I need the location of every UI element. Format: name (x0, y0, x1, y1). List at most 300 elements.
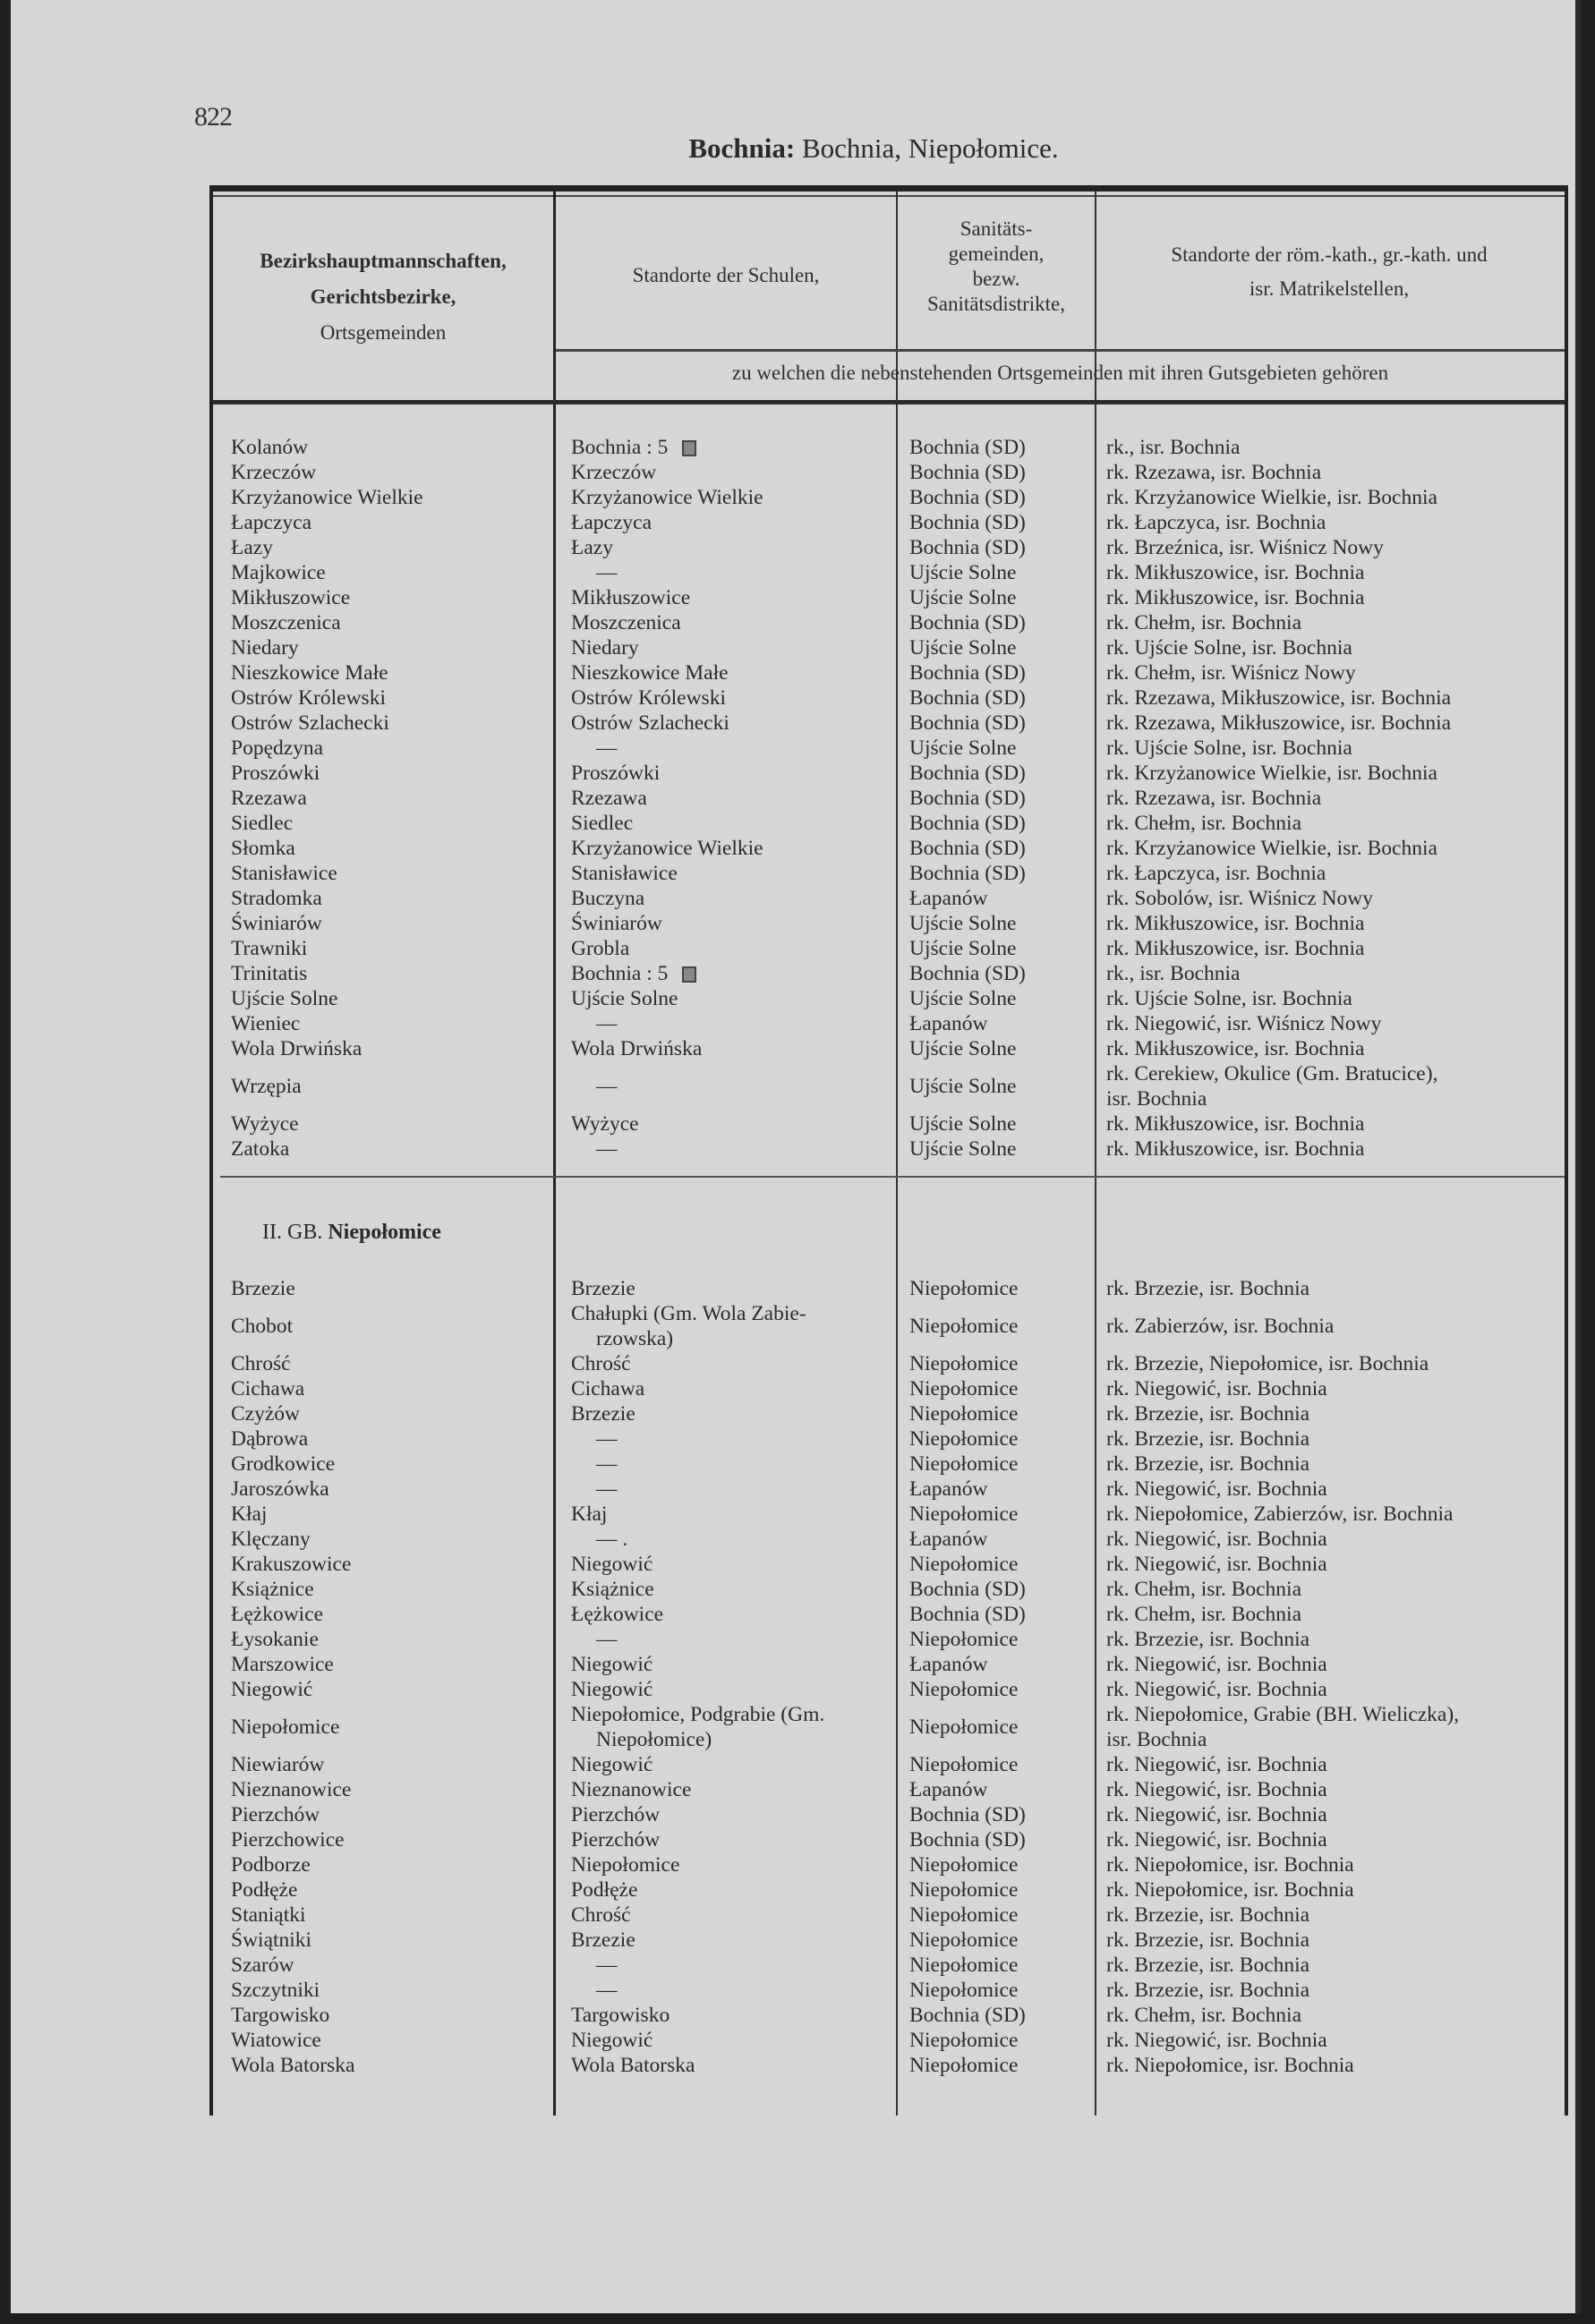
cell-sanitaet: Bochnia (SD) (909, 1828, 1026, 1852)
cell-matrikel: rk. Brzezie, isr. Bochnia (1106, 1402, 1310, 1426)
cell-schule: — (596, 1137, 618, 1161)
table-row (213, 1351, 1565, 1376)
cell-ortsgemeinde: Targowisko (231, 2004, 330, 2027)
cell-schule: — (596, 1477, 618, 1501)
cell-schule: — (596, 1075, 618, 1098)
cell-schule-line: rzowska) (596, 1327, 674, 1350)
cell-schule: Krzeczów (571, 461, 657, 484)
cell-ortsgemeinde: Nieznanowice (231, 1778, 352, 1801)
table-row (213, 2028, 1565, 2053)
table-row (213, 1602, 1565, 1627)
table-row (213, 836, 1565, 861)
cell-schule-line: Niepołomice, Podgrabie (Gm. (571, 1703, 825, 1726)
table-row (213, 460, 1565, 485)
cell-sanitaet: Bochnia (SD) (909, 837, 1026, 860)
cell-sanitaet: Niepołomice (909, 1427, 1019, 1451)
cell-matrikel: rk. Niegowić, isr. Bochnia (1106, 1828, 1327, 1852)
cell-matrikel: rk. Mikłuszowice, isr. Bochnia (1106, 586, 1365, 609)
cell-ortsgemeinde: Krzeczów (231, 461, 317, 484)
cell-ortsgemeinde: Wola Drwińska (231, 1037, 362, 1060)
cell-schule: Pierzchów (571, 1803, 661, 1826)
cell-matrikel: rk. Ujście Solne, isr. Bochnia (1106, 636, 1352, 660)
cell-sanitaet: Bochnia (SD) (909, 461, 1026, 484)
cell-matrikel (1106, 1702, 1459, 1752)
cell-ortsgemeinde: Niewiarów (231, 1753, 325, 1776)
cell-matrikel: rk. Niegowić, isr. Bochnia (1106, 1753, 1327, 1776)
cell-schule: Bochnia : 5 (571, 962, 669, 985)
section-title (262, 1221, 441, 1245)
cell-matrikel: rk., isr. Bochnia (1106, 436, 1241, 459)
cell-matrikel: rk. Niegowić, isr. Bochnia (1106, 1528, 1327, 1551)
cell-sanitaet: Bochnia (SD) (909, 812, 1026, 835)
cell-sanitaet: Bochnia (SD) (909, 611, 1026, 634)
cell-schule: Łazy (571, 536, 613, 559)
header-line: bezw. (972, 268, 1020, 290)
cell-matrikel: rk. Niegowić, isr. Bochnia (1106, 1678, 1327, 1701)
cell-matrikel-line: rk. Niepołomice, Grabie (BH. Wieliczka), (1106, 1703, 1460, 1726)
header-divider (556, 349, 1565, 352)
header-line: Bezirkshauptmannschaften, (260, 250, 507, 272)
page-number: 822 (194, 102, 232, 132)
cell-schule: — (596, 1954, 618, 1977)
cell-sanitaet: Niepołomice (909, 1678, 1019, 1701)
cell-ortsgemeinde: Świniarów (231, 912, 322, 935)
cell-sanitaet: Bochnia (SD) (909, 762, 1026, 785)
cell-ortsgemeinde: Stanisławice (231, 862, 337, 885)
section-bochnia (213, 435, 1565, 1162)
cell-schule: Niepołomice (571, 1853, 680, 1877)
cell-schule: Krzyżanowice Wielkie (571, 486, 763, 509)
cell-schule: Wola Batorska (571, 2054, 695, 2077)
cell-sanitaet: Bochnia (SD) (909, 962, 1026, 985)
cell-matrikel: rk. Niegowić, isr. Wiśnicz Nowy (1106, 1012, 1382, 1035)
cell-matrikel: rk. Mikłuszowice, isr. Bochnia (1106, 1112, 1365, 1136)
cell-ortsgemeinde: Stradomka (231, 887, 322, 910)
cell-ortsgemeinde: Świątniki (231, 1928, 312, 1952)
cell-schule: Stanisławice (571, 862, 678, 885)
cell-matrikel: rk. Krzyżanowice Wielkie, isr. Bochnia (1106, 837, 1437, 860)
cell-ortsgemeinde: Krzyżanowice Wielkie (231, 486, 423, 509)
cell-schule: Niegowić (571, 1678, 653, 1701)
cell-schule: — (596, 736, 618, 760)
cell-ortsgemeinde: Krakuszowice (231, 1553, 352, 1576)
cell-schule: Moszczenica (571, 611, 681, 634)
table-row (213, 961, 1565, 986)
cell-schule: Buczyna (571, 887, 645, 910)
cell-ortsgemeinde: Słomka (231, 837, 295, 860)
cell-matrikel: rk. Łapczyca, isr. Bochnia (1106, 511, 1326, 534)
table-row (213, 1527, 1565, 1552)
cell-schule-line: Chałupki (Gm. Wola Zabie- (571, 1302, 806, 1325)
cell-sanitaet: Łapanów (909, 1653, 988, 1676)
table-row (213, 1552, 1565, 1577)
cell-ortsgemeinde: Kolanów (231, 436, 309, 459)
cell-sanitaet: Bochnia (SD) (909, 436, 1026, 459)
header-col-schulen: Standorte der Schulen, (632, 264, 820, 286)
cell-matrikel: rk. Mikłuszowice, isr. Bochnia (1106, 1137, 1365, 1161)
cell-sanitaet: Ujście Solne (909, 937, 1017, 960)
cell-ortsgemeinde: Staniątki (231, 1903, 306, 1927)
header-line: gemeinden, (948, 243, 1045, 265)
cell-schule: Krzyżanowice Wielkie (571, 837, 763, 860)
cell-sanitaet: Niepołomice (909, 1715, 1019, 1739)
header-line: Gerichtsbezirke, (310, 285, 456, 308)
school-building-icon (682, 440, 696, 456)
table-row (213, 485, 1565, 510)
cell-matrikel: rk. Rzezawa, Mikłuszowice, isr. Bochnia (1106, 686, 1452, 710)
cell-ortsgemeinde: Szarów (231, 1954, 294, 1977)
cell-matrikel: rk. Brzezie, isr. Bochnia (1106, 1954, 1310, 1977)
cell-sanitaet: Ujście Solne (909, 987, 1017, 1010)
table-row (213, 1276, 1565, 1301)
cell-schule: — (596, 1012, 618, 1035)
cell-ortsgemeinde: Proszówki (231, 762, 320, 785)
cell-ortsgemeinde: Nieszkowice Małe (231, 661, 388, 685)
page-title-courts: Bochnia, Niepołomice. (795, 132, 1059, 164)
cell-sanitaet: Łapanów (909, 1012, 988, 1035)
cell-matrikel: rk. Rzezawa, Mikłuszowice, isr. Bochnia (1106, 711, 1452, 735)
cell-sanitaet: Ujście Solne (909, 1112, 1017, 1136)
table-row (213, 1301, 1565, 1351)
cell-ortsgemeinde: Ostrów Królewski (231, 686, 386, 710)
header-subtitle: zu welchen die nebenstehenden Ortsgemeinden mit ihren Gutsgebieten gehören (731, 362, 1389, 384)
cell-matrikel: rk. Krzyżanowice Wielkie, isr. Bochnia (1106, 762, 1437, 785)
cell-schule: Nieznanowice (571, 1778, 692, 1801)
gazetteer-table (209, 185, 1568, 2115)
cell-sanitaet: Ujście Solne (909, 736, 1017, 760)
cell-sanitaet: Niepołomice (909, 2054, 1019, 2077)
cell-ortsgemeinde: Ujście Solne (231, 987, 338, 1010)
cell-ortsgemeinde: Marszowice (231, 1653, 334, 1676)
table-row (213, 685, 1565, 711)
table-row (213, 1702, 1565, 1752)
cell-ortsgemeinde: Wieniec (231, 1012, 301, 1035)
cell-sanitaet: Niepołomice (909, 1402, 1019, 1426)
cell-ortsgemeinde: Podłęże (231, 1878, 298, 1902)
table-row (213, 811, 1565, 836)
cell-ortsgemeinde: Siedlec (231, 812, 294, 835)
cell-schule: Podłęże (571, 1878, 638, 1902)
cell-sanitaet: Niepołomice (909, 1753, 1019, 1776)
table-row (213, 1477, 1565, 1502)
cell-matrikel: rk. Niepołomice, isr. Bochnia (1106, 1853, 1354, 1877)
cell-sanitaet: Łapanów (909, 1477, 988, 1501)
cell-schule: — (596, 1628, 618, 1651)
table-row (213, 1877, 1565, 1903)
table-row (213, 635, 1565, 660)
cell-schule: Brzezie (571, 1277, 635, 1300)
cell-schule: Brzezie (571, 1402, 635, 1426)
header-line: Standorte der röm.-kath., gr.-kath. und (1171, 243, 1488, 266)
cell-matrikel: rk. Niegowić, isr. Bochnia (1106, 2029, 1327, 2052)
cell-schule: Łężkowice (571, 1603, 664, 1626)
table-row (213, 660, 1565, 685)
cell-schule: Siedlec (571, 812, 634, 835)
table-row (213, 1011, 1565, 1036)
table-row (213, 886, 1565, 911)
cell-schule: Grobla (571, 937, 630, 960)
cell-matrikel: rk. Mikłuszowice, isr. Bochnia (1106, 1037, 1365, 1060)
cell-ortsgemeinde: Czyżów (231, 1402, 301, 1426)
cell-schule: Proszówki (571, 762, 661, 785)
table-row (213, 1136, 1565, 1162)
cell-sanitaet: Ujście Solne (909, 1037, 1017, 1060)
cell-schule: Wola Drwińska (571, 1037, 703, 1060)
table-row (213, 1401, 1565, 1426)
cell-sanitaet: Ujście Solne (909, 1137, 1017, 1161)
cell-sanitaet: Bochnia (SD) (909, 2004, 1026, 2027)
table-row (213, 911, 1565, 936)
cell-schule: — (596, 1452, 618, 1476)
cell-ortsgemeinde: Chrość (231, 1352, 291, 1375)
cell-matrikel: rk. Niepołomice, isr. Bochnia (1106, 1878, 1354, 1902)
cell-ortsgemeinde: Majkowice (231, 561, 326, 584)
cell-schule: Rzezawa (571, 787, 647, 810)
cell-sanitaet: Ujście Solne (909, 586, 1017, 609)
cell-sanitaet: Bochnia (SD) (909, 711, 1026, 735)
table-row (213, 736, 1565, 761)
table-row (213, 861, 1565, 886)
cell-schule: Chrość (571, 1352, 631, 1375)
cell-schule: Niegowić (571, 1753, 653, 1776)
cell-ortsgemeinde: Wyżyce (231, 1112, 299, 1136)
cell-matrikel: rk. Łapczyca, isr. Bochnia (1106, 862, 1326, 885)
cell-schule: — . (596, 1528, 628, 1551)
cell-sanitaet: Bochnia (SD) (909, 486, 1026, 509)
cell-sanitaet: Niepołomice (909, 1878, 1019, 1902)
cell-matrikel-line: rk. Cerekiew, Okulice (Gm. Bratucice), (1106, 1062, 1438, 1085)
cell-ortsgemeinde: Pierzchowice (231, 1828, 345, 1852)
cell-matrikel: rk. Krzyżanowice Wielkie, isr. Bochnia (1106, 486, 1437, 509)
table-row (213, 1577, 1565, 1602)
header-col-matrikel (1096, 238, 1562, 306)
cell-matrikel: rk. Chełm, isr. Wiśnicz Nowy (1106, 661, 1356, 685)
table-row (213, 1451, 1565, 1477)
cell-ortsgemeinde: Klęczany (231, 1528, 311, 1551)
table-row (213, 535, 1565, 560)
cell-sanitaet: Ujście Solne (909, 636, 1017, 660)
cell-sanitaet: Łapanów (909, 1528, 988, 1551)
cell-sanitaet: Niepołomice (909, 1979, 1019, 2002)
cell-ortsgemeinde: Mikłuszowice (231, 586, 351, 609)
cell-matrikel: rk. Mikłuszowice, isr. Bochnia (1106, 937, 1365, 960)
cell-schule: Chrość (571, 1903, 631, 1927)
cell-sanitaet: Bochnia (SD) (909, 511, 1026, 534)
cell-matrikel: rk. Brzezie, isr. Bochnia (1106, 1277, 1310, 1300)
cell-sanitaet: Niepołomice (909, 1277, 1019, 1300)
table-row (213, 560, 1565, 585)
cell-sanitaet: Bochnia (SD) (909, 686, 1026, 710)
header-col-gemeinden (213, 243, 553, 351)
cell-ortsgemeinde: Chobot (231, 1315, 294, 1338)
table-row (213, 1777, 1565, 1802)
cell-ortsgemeinde: Jaroszówka (231, 1477, 329, 1501)
cell-matrikel: rk. Ujście Solne, isr. Bochnia (1106, 736, 1352, 760)
cell-sanitaet: Niepołomice (909, 1377, 1019, 1400)
cell-ortsgemeinde: Szczytniki (231, 1979, 320, 2002)
table-row (213, 1903, 1565, 1928)
cell-ortsgemeinde: Ostrów Szlachecki (231, 711, 389, 735)
cell-ortsgemeinde: Wiatowice (231, 2029, 321, 2052)
cell-matrikel: rk. Sobolów, isr. Wiśnicz Nowy (1106, 887, 1374, 910)
page-title-district: Bochnia: (688, 132, 796, 164)
cell-matrikel: rk. Niepołomice, Zabierzów, isr. Bochnia (1106, 1503, 1454, 1526)
cell-ortsgemeinde: Zatoka (231, 1137, 290, 1161)
cell-ortsgemeinde: Niegowić (231, 1678, 313, 1701)
cell-schule: Pierzchów (571, 1828, 661, 1852)
section-niepolomice (213, 1276, 1565, 2078)
table-row (213, 435, 1565, 460)
header-col-sanitaet (898, 217, 1095, 317)
cell-sanitaet: Niepołomice (909, 1928, 1019, 1952)
cell-matrikel-line: isr. Bochnia (1106, 1728, 1207, 1751)
cell-sanitaet: Niepołomice (909, 1452, 1019, 1476)
cell-schule: Książnice (571, 1578, 654, 1601)
cell-ortsgemeinde: Grodkowice (231, 1452, 336, 1476)
cell-sanitaet: Niepołomice (909, 1503, 1019, 1526)
cell-ortsgemeinde: Łazy (231, 536, 273, 559)
table-row (213, 1036, 1565, 1061)
table-row (213, 986, 1565, 1011)
cell-matrikel: rk. Rzezawa, isr. Bochnia (1106, 461, 1322, 484)
cell-schule: Świniarów (571, 912, 662, 935)
section-title-name: Niepołomice (328, 1221, 441, 1244)
table-row (213, 2053, 1565, 2078)
cell-matrikel: rk. Brzezie, isr. Bochnia (1106, 1979, 1310, 2002)
cell-ortsgemeinde: Kłaj (231, 1503, 268, 1526)
cell-sanitaet: Niepołomice (909, 1628, 1019, 1651)
cell-matrikel: rk. Brzezie, Niepołomice, isr. Bochnia (1106, 1352, 1429, 1375)
cell-ortsgemeinde: Łężkowice (231, 1603, 324, 1626)
cell-sanitaet: Niepołomice (909, 1903, 1019, 1927)
table-row (213, 1852, 1565, 1877)
table-row (213, 1627, 1565, 1652)
cell-schule (571, 1702, 824, 1752)
cell-ortsgemeinde: Łapczyca (231, 511, 312, 534)
cell-ortsgemeinde: Popędzyna (231, 736, 324, 760)
table-row (213, 711, 1565, 736)
table-row (213, 510, 1565, 535)
cell-matrikel: rk. Brzezie, isr. Bochnia (1106, 1928, 1310, 1952)
cell-schule: Bochnia : 5 (571, 436, 669, 459)
table-row (213, 1953, 1565, 1978)
header-bottom-rule (213, 400, 1565, 404)
cell-matrikel: rk. Chełm, isr. Bochnia (1106, 611, 1302, 634)
table-row (213, 1752, 1565, 1777)
cell-matrikel (1106, 1061, 1437, 1111)
cell-sanitaet: Ujście Solne (909, 912, 1017, 935)
cell-schule: — (596, 1427, 618, 1451)
table-row (213, 936, 1565, 961)
cell-ortsgemeinde: Rzezawa (231, 787, 307, 810)
cell-matrikel: rk. Chełm, isr. Bochnia (1106, 2004, 1302, 2027)
cell-matrikel: rk. Mikłuszowice, isr. Bochnia (1106, 912, 1365, 935)
cell-schule: Niegowić (571, 1553, 653, 1576)
cell-sanitaet: Ujście Solne (909, 1075, 1017, 1098)
cell-schule: Nieszkowice Małe (571, 661, 729, 685)
table-row (213, 1802, 1565, 1827)
cell-ortsgemeinde: Wola Batorska (231, 2054, 355, 2077)
cell-schule: Niegowić (571, 2029, 653, 2052)
cell-ortsgemeinde: Moszczenica (231, 611, 341, 634)
cell-matrikel: rk. Chełm, isr. Bochnia (1106, 1603, 1302, 1626)
cell-matrikel: rk. Niegowić, isr. Bochnia (1106, 1377, 1327, 1400)
cell-matrikel: rk. Brzezie, isr. Bochnia (1106, 1903, 1310, 1927)
cell-matrikel: rk. Chełm, isr. Bochnia (1106, 1578, 1302, 1601)
cell-schule: Kłaj (571, 1503, 608, 1526)
cell-schule: Ujście Solne (571, 987, 678, 1010)
cell-matrikel: rk. Niegowić, isr. Bochnia (1106, 1803, 1327, 1826)
cell-matrikel: rk. Brzeźnica, isr. Wiśnicz Nowy (1106, 536, 1384, 559)
cell-schule: — (596, 1979, 618, 2002)
cell-schule: Brzezie (571, 1928, 635, 1952)
cell-ortsgemeinde: Niepołomice (231, 1715, 340, 1739)
cell-ortsgemeinde: Wrzępia (231, 1075, 302, 1098)
cell-sanitaet: Niepołomice (909, 1315, 1019, 1338)
cell-matrikel: rk. Rzezawa, isr. Bochnia (1106, 787, 1322, 810)
table-row (213, 1827, 1565, 1852)
table-row (213, 585, 1565, 610)
cell-schule (571, 1301, 806, 1351)
table-row (213, 761, 1565, 786)
cell-schule: Mikłuszowice (571, 586, 691, 609)
cell-sanitaet: Niepołomice (909, 1352, 1019, 1375)
cell-matrikel: rk. Niegowić, isr. Bochnia (1106, 1778, 1327, 1801)
table-row (213, 1652, 1565, 1677)
cell-sanitaet: Niepołomice (909, 2029, 1019, 2052)
cell-schule: Ostrów Królewski (571, 686, 726, 710)
cell-matrikel: rk. Niegowić, isr. Bochnia (1106, 1653, 1327, 1676)
cell-sanitaet: Łapanów (909, 1778, 988, 1801)
section-title-prefix: II. GB. (262, 1221, 328, 1244)
cell-sanitaet: Bochnia (SD) (909, 787, 1026, 810)
table-row (213, 786, 1565, 811)
cell-sanitaet: Bochnia (SD) (909, 1603, 1026, 1626)
cell-schule: Cichawa (571, 1377, 645, 1400)
cell-sanitaet: Bochnia (SD) (909, 661, 1026, 685)
section-separator (220, 1176, 1565, 1178)
cell-sanitaet: Łapanów (909, 887, 988, 910)
header-line: isr. Matrikelstellen, (1249, 277, 1410, 300)
table-row (213, 1111, 1565, 1136)
document-page (11, 0, 1581, 2313)
cell-ortsgemeinde: Brzezie (231, 1277, 295, 1300)
school-building-icon (682, 966, 696, 983)
cell-sanitaet: Bochnia (SD) (909, 1578, 1026, 1601)
cell-ortsgemeinde: Dąbrowa (231, 1427, 309, 1451)
cell-ortsgemeinde: Pierzchów (231, 1803, 320, 1826)
cell-matrikel: rk. Niegowić, isr. Bochnia (1106, 1553, 1327, 1576)
cell-sanitaet: Bochnia (SD) (909, 1803, 1026, 1826)
cell-sanitaet: Niepołomice (909, 1954, 1019, 1977)
cell-matrikel: rk. Niegowić, isr. Bochnia (1106, 1477, 1327, 1501)
cell-ortsgemeinde: Trawniki (231, 937, 308, 960)
cell-matrikel: rk. Ujście Solne, isr. Bochnia (1106, 987, 1352, 1010)
table-row (213, 1502, 1565, 1527)
cell-schule: Niegowić (571, 1653, 653, 1676)
cell-ortsgemeinde: Trinitatis (231, 962, 308, 985)
cell-matrikel: rk. Brzezie, isr. Bochnia (1106, 1628, 1310, 1651)
header-line: Sanitätsdistrikte, (927, 293, 1065, 315)
cell-sanitaet: Ujście Solne (909, 561, 1017, 584)
cell-matrikel: rk. Mikłuszowice, isr. Bochnia (1106, 561, 1365, 584)
table-row (213, 610, 1565, 635)
cell-ortsgemeinde: Podborze (231, 1853, 311, 1877)
cell-sanitaet: Niepołomice (909, 1553, 1019, 1576)
cell-matrikel-line: isr. Bochnia (1106, 1087, 1207, 1111)
page-title (11, 132, 1575, 165)
cell-matrikel: rk. Brzezie, isr. Bochnia (1106, 1452, 1310, 1476)
